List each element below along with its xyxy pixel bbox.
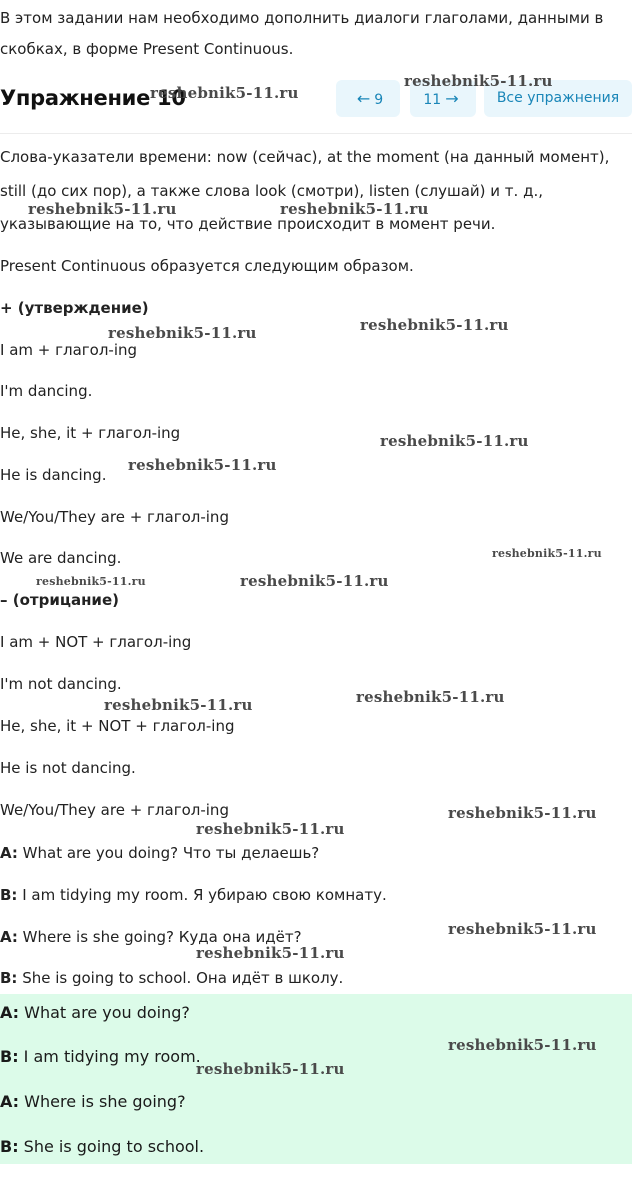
answer-line-3	[0, 1091, 186, 1113]
affirmative-rule-3: We/You/They are + глагол-ing	[0, 508, 229, 526]
negative-example-2: He is not dancing.	[0, 759, 136, 777]
watermark: reshebnik5-11.ru	[492, 547, 602, 560]
negative-heading: – (отрицание)	[0, 591, 119, 609]
example-text: Where is she going? Куда она идёт?	[17, 928, 302, 946]
theory-p1-line-2: still (до сих пор), а также слова look (смотри), listen (слушай) и т. д.,	[0, 182, 543, 200]
answer-line-4	[0, 1136, 204, 1158]
negative-rule-3: We/You/They are + глагол-ing	[0, 801, 229, 819]
prev-exercise-label: 9	[374, 92, 384, 108]
answer-speaker-a: A:	[0, 1003, 20, 1022]
next-exercise-label: 11	[423, 92, 442, 108]
watermark: reshebnik5-11.ru	[240, 572, 389, 590]
intro-line-1: В этом задании нам необходимо дополнить диалоги глаголами, данными в	[0, 9, 604, 27]
watermark: reshebnik5-11.ru	[150, 84, 299, 102]
watermark: reshebnik5-11.ru	[356, 688, 505, 706]
arrow-right-icon: →	[445, 89, 459, 108]
watermark: reshebnik5-11.ru	[196, 1060, 345, 1078]
watermark: reshebnik5-11.ru	[196, 820, 345, 838]
answer-speaker-b: B:	[0, 1137, 19, 1156]
negative-example-1: I'm not dancing.	[0, 675, 122, 693]
header-divider	[0, 133, 632, 134]
arrow-left-icon: ←	[356, 89, 371, 108]
watermark: reshebnik5-11.ru	[360, 316, 509, 334]
answer-text: What are you doing?	[19, 1003, 190, 1022]
example-line-1	[0, 843, 319, 863]
page-title: Упражнение 10	[0, 86, 186, 110]
watermark: reshebnik5-11.ru	[36, 575, 146, 588]
next-exercise-button[interactable]	[410, 80, 476, 117]
watermark: reshebnik5-11.ru	[448, 920, 597, 938]
answer-text: I am tidying my room.	[18, 1047, 201, 1066]
watermark: reshebnik5-11.ru	[448, 1036, 597, 1054]
example-text: What are you doing? Что ты делаешь?	[17, 844, 320, 862]
watermark: reshebnik5-11.ru	[196, 944, 345, 962]
affirmative-rule-1: I am + глагол-ing	[0, 341, 138, 359]
all-exercises-label: Все упражнения	[496, 90, 620, 106]
example-text: She is going to school. Она идёт в школу.	[17, 969, 344, 987]
affirmative-rule-2: He, she, it + глагол-ing	[0, 424, 181, 442]
prev-exercise-button[interactable]	[336, 80, 400, 117]
answer-speaker-a: A:	[0, 1092, 20, 1111]
example-speaker-b: B:	[0, 886, 18, 904]
affirmative-example-3: We are dancing.	[0, 549, 122, 567]
watermark: reshebnik5-11.ru	[404, 72, 553, 90]
answer-speaker-b: B:	[0, 1047, 19, 1066]
affirmative-heading: + (утверждение)	[0, 299, 149, 317]
example-line-3	[0, 927, 302, 947]
example-speaker-a: A:	[0, 844, 18, 862]
theory-p1-line-1: Слова-указатели времени: now (сейчас), at the moment (на данный момент),	[0, 148, 610, 166]
affirmative-example-1: I'm dancing.	[0, 382, 93, 400]
watermark: reshebnik5-11.ru	[128, 456, 277, 474]
watermark: reshebnik5-11.ru	[380, 432, 529, 450]
affirmative-example-2: He is dancing.	[0, 466, 107, 484]
watermark: reshebnik5-11.ru	[104, 696, 253, 714]
all-exercises-button[interactable]	[484, 80, 632, 117]
watermark: reshebnik5-11.ru	[28, 200, 177, 218]
answer-text: Where is she going?	[19, 1092, 186, 1111]
watermark: reshebnik5-11.ru	[108, 324, 257, 342]
example-line-4	[0, 968, 343, 988]
answer-line-2	[0, 1046, 201, 1068]
example-speaker-a: A:	[0, 928, 18, 946]
example-speaker-b: B:	[0, 969, 18, 987]
negative-rule-2: He, she, it + NOT + глагол-ing	[0, 717, 235, 735]
answer-line-1	[0, 1002, 190, 1024]
example-line-2	[0, 885, 387, 905]
watermark: reshebnik5-11.ru	[280, 200, 429, 218]
answer-box	[0, 994, 632, 1164]
negative-rule-1: I am + NOT + глагол-ing	[0, 633, 192, 651]
answer-text: She is going to school.	[18, 1137, 205, 1156]
theory-p2: Present Continuous образуется следующим образом.	[0, 257, 414, 275]
watermark: reshebnik5-11.ru	[448, 804, 597, 822]
theory-p1-line-3: указывающие на то, что действие происходит в момент речи.	[0, 215, 496, 233]
example-text: I am tidying my room. Я убираю свою комнату.	[17, 886, 387, 904]
intro-line-2: скобках, в форме Present Continuous.	[0, 40, 294, 58]
